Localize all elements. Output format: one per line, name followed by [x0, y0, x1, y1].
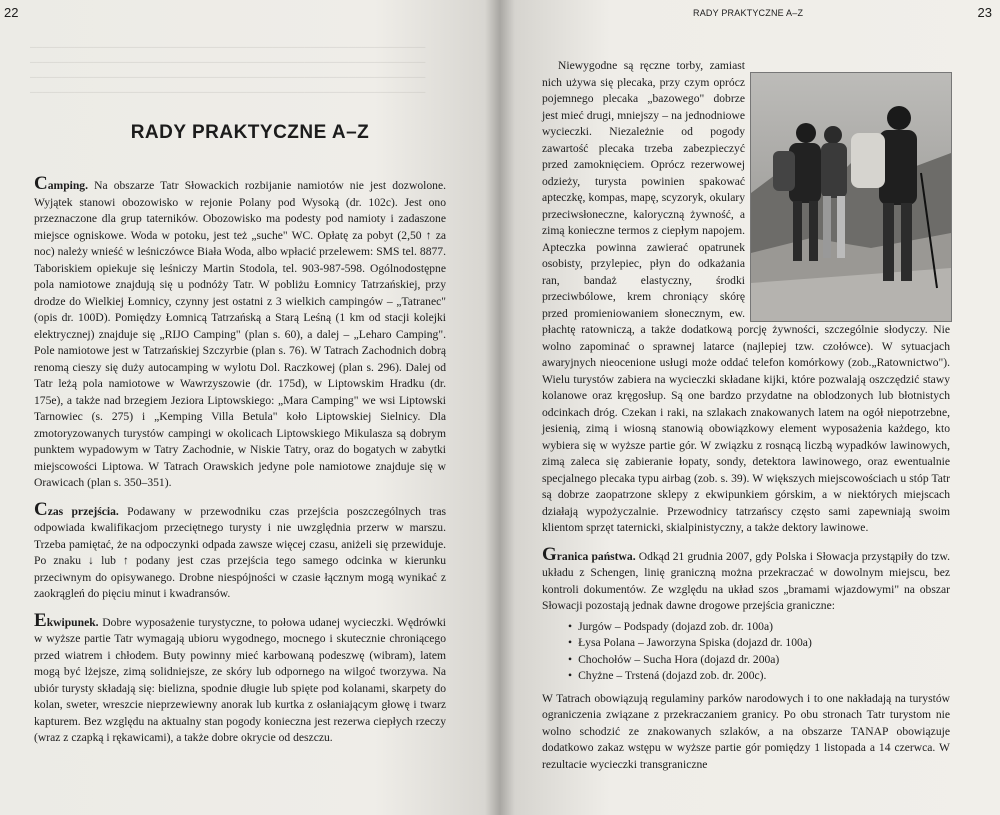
photo-float-spacer [745, 58, 950, 313]
bleed-through-text: ────────────────────────────────────────────────────────────── ────────────────────────────────────────────────────────────── ────────────────────────────────────────────────────────────── ────────────────────────────────────────────────────────────── [30, 42, 426, 97]
right-column [542, 58, 950, 785]
list-item: • Chyżne – Trstená (dojazd zob. dr. 200c). [568, 668, 950, 685]
entry-title: kwipunek. [46, 615, 99, 629]
continuation-paragraph [542, 58, 950, 537]
page-number-right: 23 [977, 5, 992, 20]
entry-ekwipunek [34, 609, 446, 747]
entry-camping [34, 173, 446, 492]
entry-dropcap: G [542, 543, 557, 565]
list-item: • Jurgów – Podspady (dojazd zob. dr. 100a) [568, 619, 950, 636]
entry-title: ranica państwa. [556, 549, 636, 563]
entry-dropcap: E [34, 609, 47, 631]
entry-text: Na obszarze Tatr Słowackich rozbijanie namiotów nie jest dozwolone. Wyjątek stanowi obozowisko w rejonie Polany pod Wysoką (dr. 102c). Jest ono przeznaczone dla grup taterników. Obozowisko ma podesty pod namioty i zadaszone miejsce ogniskowe. Woda w potoku, jest też „suche" WC. Opłatę za pobyt (2,50 ↑ za noc) należy wnieść w leśniczówce Biała Woda, albo wpłacić przelewem: SMS tel. 8877. Taboriskiem opiekuje się leśniczy Martin Stodola, tel. 903-987-598. Ogólnodostępne pola namiotowe znajdują się u podnóży Tatr. W pobliżu Łomnicy Tatrzańskiej, przy drodze do Wielkiej Łomnicy, czynny jest ostatni z 3 wielkich campingów – „Tatranec" (opis dr. 100D). Pomiędzy Łomnicą Tatrzańską a Starą Leśną (1 km od stacji kolejki elektrycznej) znajduje się „RIJO Camping" (plan s. 60), a dalej – „Leharo Camping". Pole namiotowe jest w Tatrzańskiej Szczyrbie (plan s. 76). W Tatrach Zachodnich dobrą renomą cieszy się duży autocamping w wylotu Dol. Raczkowej (plan s. 296). Dalej od Tatr leżą pola namiotowe w Wawrzyszowie (dr. 175d), w Liptowskim Hradku (dr. 175e), a także nad brzegiem Jeziora Liptowskiego: „Mara Camping" we wsi Liptowski Tarnowiec (s. 275) i „Kemping Villa Betula" koło Liptowskiej Sielnicy. Dla zmotoryzowanych turystów campingi w okolicach Liptowskiego Mikulasza są dobrym punktem wypadowym w Tatry Zachodnie, w Niskie Tatry, oraz do bogatych w zabytki miejscowości Liptowa. W Tatrach Orawskich jedyne pole namiotowe znajduje się w Orawicach (plan s. 350–351). [34, 179, 446, 489]
entry-text: Dobre wyposażenie turystyczne, to połowa udanej wycieczki. Wędrówki w wyższe partie Tatr wymagają ubioru wygodnego, mocnego i skutecznie chroniącego przed wiatrem i chłodem. Buty powinny mieć karbowaną podeszwę (wibram), latem mogą być lżejsze, zimą solidniejsze, ze skóry lub odpornego na wilgoć tworzywa. Na ubiór turysty składają się: bielizna, spodnie długie lub spięte pod kolanami, skarpety do kolan, sweter, wreszcie nieprzewiewny anorak lub kurtka z osłaniającym głowę i twarz kapturem. Bez względu na aktualny stan pogody konieczna jest rezerwa ciepłych rzeczy (wraz z czapką i rękawicami), a także dobre okrycie od deszczu. [34, 615, 446, 744]
entry-dropcap: C [34, 173, 48, 194]
continuation-text: Niewygodne są ręczne torby, zamiast nich używa się plecaka, przy czym oprócz pojemnego plecaka „bazowego" dobrze jest mieć drugi, mniejszy – na jednodniowe wycieczki. Niezależnie od pogody zawartość plecaka trzeba zabezpieczyć przed zamoknięciem. Oprócz rezerwowej odzieży, turysta powinien spakować apteczkę, kompas, mapę, scyzoryk, okulary przeciwsłoneczne, kaloryczną żywność, a zimą konieczne termos z ciepłym napojem. Apteczka powinna zawierać opatrunek osobisty, przylepiec, płyn do odkażania ran, bandaż elastyczny, środki przeciwbólowe, krem chroniący skórę przed promieniowaniem słonecznym, ew. płachtę ratowniczą, a także dodatkową porcję żywności, szczególnie słodyczy. Nie wolno zapominać o sprawnej latarce (najlepiej tzw. czołówce). W sytuacjach awaryjnych nieocenione usługi może oddać telefon komórkowy (zob.„Ratownictwo"). Wielu turystów zabiera na wycieczki składane kijki, które pozwalają oszczędzić stawy kolanowe oraz kręgosłup. Są one bardzo przydatne na oblodzonych lub błotnistych odcinkach dróg. Czekan i raki, na szlakach znakowanych latem na ogół niepotrzebne, jesienią, zimą i wiosną stanowią obowiązkowy element wyposażenia każdego, kto wybiera się w wyższe partie gór. W związku z rosnącą liczbą wypadków lawinowych, zimą zaleca się zabieranie łopaty, sondy, detektora lawinowego, oraz ewentualnie specjalnego plecaka typu airbag (zob. s. 39). W większych miejscowościach u stóp Tatr są dobrze zaopatrzone sklepy z ekwipunkiem górskim, a w niektórych miejscach działają wypożyczalnie. Przewodnicy tatrzańscy często sami zapewniają swoim klientom sprzęt taternicki, skialpinistyczny, a także dektory lawinowe. [542, 59, 950, 534]
running-head: RADY PRAKTYCZNE A–Z [693, 8, 804, 18]
left-column [34, 173, 446, 759]
entry-text: Odkąd 21 grudnia 2007, gdy Polska i Słowacja przystąpiły do tzw. układu z Schengen, linię graniczną można przekraczać w dowolnym miejscu, bez kontroli dokumentów. Ze względu na układ szos „bramami wjazdowymi" na obszar Słowacji pozostają jednak dawne drogowe przejścia graniczne: [542, 549, 950, 612]
entry-granica-panstwa [542, 543, 950, 615]
entry-title: amping. [47, 179, 89, 192]
chapter-title: RADY PRAKTYCZNE A–Z [130, 122, 370, 143]
list-item: • Łysa Polana – Jaworzyna Spiska (dojazd dr. 100a) [568, 635, 950, 652]
border-crossings-list [568, 619, 950, 685]
border-after-paragraph: W Tatrach obowiązują regulaminy parków narodowych i to one nakładają na turystów ograniczenia związane z przekraczaniem granicy. Po obu stronach Tatr turystom nie wolno schodzić ze znakowanych szlaków, a na obszarze TANAP obowiązuje dodatkowo zakaz wstępu w wyższe partie gór pomiędzy 1 listopada a 14 czerwca. W rezultacie wycieczki transgraniczne [542, 691, 950, 771]
page-number-left: 22 [4, 5, 19, 20]
entry-text: Podawany w przewodniku czas przejścia poszczególnych tras odpowiada kwalifikacjom przeciętnego turysty i nie uwzględnia przerw w marszu. Trzeba pamiętać, że na odpoczynki odpada zawsze więcej czasu, aniżeli się przewiduje. Po znaku ↓ lub ↑ podany jest czas przejścia tego samego odcinka w kierunku przeciwnym do opisywanego. Drobne niespójności w czasie łącznym mogą wynikać z zaokrągleń do pięciu minut i kwadransów. [34, 504, 446, 600]
entry-title: zas przejścia. [47, 504, 119, 518]
entry-dropcap: C [34, 498, 48, 520]
list-item: • Chochołów – Sucha Hora (dojazd dr. 200a) [568, 652, 950, 669]
right-page [500, 0, 1000, 815]
entry-czas-przejscia [34, 498, 446, 603]
